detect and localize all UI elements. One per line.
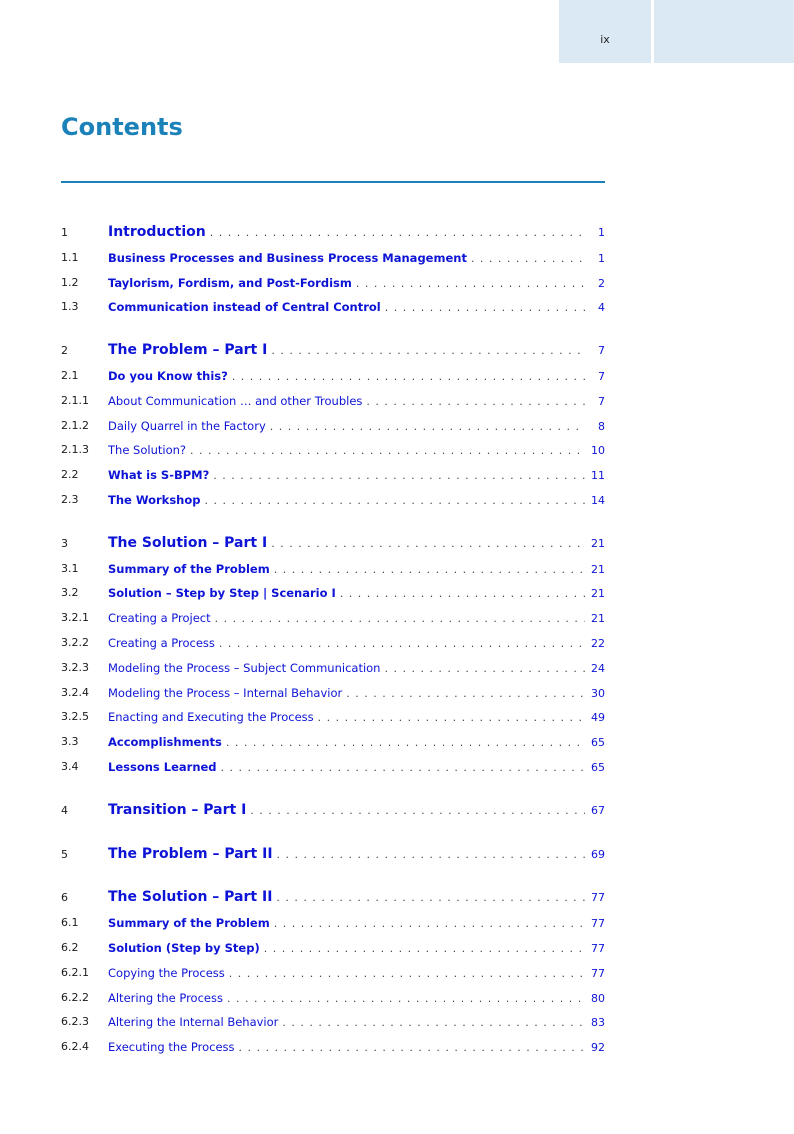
toc-entry-content <box>108 889 605 905</box>
toc-entry-number: 6.2.2 <box>61 990 89 1004</box>
toc-entry-number: 1.1 <box>61 250 79 264</box>
toc-entry-content <box>108 760 605 774</box>
toc-leader-dots <box>250 804 585 817</box>
toc-entry-number: 2.1.1 <box>61 393 89 407</box>
toc-entry[interactable] <box>61 985 605 1005</box>
toc-entry-title[interactable]: Altering the Process <box>108 990 223 1005</box>
toc-entry-title[interactable]: Business Processes and Business Process Management <box>108 250 467 265</box>
toc-entry[interactable] <box>61 388 605 408</box>
toc-entry-title[interactable]: About Communication … and other Troubles <box>108 393 363 408</box>
toc-leader-dots <box>340 587 585 600</box>
toc-leader-dots <box>215 612 585 625</box>
toc-entry[interactable] <box>61 655 605 675</box>
toc-leader-dots <box>277 848 585 861</box>
toc-entry-number: 2.1.2 <box>61 418 89 432</box>
toc-entry-page[interactable]: 80 <box>591 991 605 1005</box>
toc-entry[interactable] <box>61 1034 605 1054</box>
toc-leader-dots <box>239 1041 585 1054</box>
toc-entry[interactable] <box>61 842 605 862</box>
toc-entry-title[interactable]: Communication instead of Central Control <box>108 300 381 315</box>
toc-entry[interactable] <box>61 363 605 383</box>
toc-entry-page[interactable]: 21 <box>591 612 605 626</box>
toc-entry-page[interactable]: 92 <box>591 1041 605 1055</box>
toc-entry[interactable] <box>61 580 605 600</box>
toc-entry-content <box>108 224 605 240</box>
toc-leader-dots <box>346 687 585 700</box>
toc-entry-number: 6.2.1 <box>61 965 89 979</box>
toc-leader-dots <box>385 301 585 314</box>
toc-entry-content <box>108 443 605 457</box>
toc-entry-number: 6 <box>61 891 68 905</box>
toc-leader-dots <box>270 420 585 433</box>
toc-entry-content <box>108 342 605 358</box>
title-rule <box>61 181 605 183</box>
toc-entry-number: 3 <box>61 536 68 550</box>
toc-entry-title[interactable]: Copying the Process <box>108 965 225 980</box>
toc-entry-title[interactable]: Introduction <box>108 224 206 240</box>
toc-entry-title[interactable]: Creating a Process <box>108 636 215 650</box>
toc-entry[interactable] <box>61 960 605 980</box>
toc-entry-page[interactable]: 11 <box>591 469 605 483</box>
toc-leader-dots <box>210 226 585 239</box>
toc-entry[interactable] <box>61 413 605 433</box>
toc-entry-content <box>108 916 605 930</box>
toc-entry-page[interactable]: 77 <box>591 917 605 931</box>
toc-entry-content <box>108 941 605 955</box>
toc-entry-page[interactable]: 2 <box>598 276 605 290</box>
toc-entry-number: 2 <box>61 344 68 358</box>
toc-entry-number: 3.3 <box>61 735 79 749</box>
toc-entry-page[interactable]: 69 <box>591 847 605 861</box>
toc-entry-title[interactable]: Executing the Process <box>108 1040 235 1055</box>
toc-entry-page[interactable]: 1 <box>598 251 605 265</box>
toc-entry-number: 2.1 <box>61 369 79 382</box>
toc-entry-content <box>108 966 605 980</box>
toc-leader-dots <box>384 662 585 675</box>
toc-entry-number: 3.4 <box>61 760 79 773</box>
toc-entry-content <box>108 686 605 700</box>
toc-entry-page[interactable]: 7 <box>598 370 605 383</box>
toc-entry-content <box>108 300 605 314</box>
toc-entry-number: 3.2.4 <box>61 685 89 699</box>
toc-entry-content <box>108 535 605 551</box>
toc-entry-content <box>108 735 605 749</box>
toc-leader-dots <box>190 444 585 457</box>
toc-leader-dots <box>232 370 585 383</box>
toc-entry-number: 6.2 <box>61 941 79 954</box>
toc-entry-page[interactable]: 65 <box>591 761 605 774</box>
toc-entry-page[interactable]: 1 <box>598 226 605 239</box>
toc-entry-number: 5 <box>61 847 68 861</box>
toc-leader-dots <box>271 537 585 550</box>
toc-entry[interactable] <box>61 935 605 955</box>
toc-entry-title[interactable]: Modeling the Process – Internal Behavior <box>108 685 343 700</box>
toc-entry-title[interactable]: Daily Quarrel in the Factory <box>108 418 266 433</box>
toc-leader-dots <box>264 942 585 955</box>
toc-entry-content <box>108 710 605 724</box>
toc-entry[interactable] <box>61 531 605 551</box>
toc-entry-page[interactable]: 21 <box>591 536 605 550</box>
toc-leader-dots <box>274 563 585 576</box>
toc-entry[interactable] <box>61 910 605 930</box>
toc-entry-number: 1.2 <box>61 275 79 289</box>
page-title: Contents <box>61 113 183 141</box>
toc-entry-content <box>108 586 605 600</box>
toc-entry-title[interactable]: The Workshop <box>108 493 201 507</box>
toc-entry-content <box>108 468 605 482</box>
toc-entry-title[interactable]: Modeling the Process – Subject Communication <box>108 660 381 675</box>
toc-entry-content <box>108 251 605 265</box>
toc-entry-page[interactable]: 8 <box>598 419 605 433</box>
toc-entry[interactable] <box>61 1009 605 1029</box>
toc-entry[interactable] <box>61 220 605 240</box>
toc-entry-page[interactable]: 83 <box>591 1016 605 1030</box>
toc-entry-number: 1.3 <box>61 300 79 314</box>
toc-entry-content <box>108 611 605 625</box>
toc-entry-page[interactable]: 7 <box>598 344 605 358</box>
toc-entry-number: 3.2.1 <box>61 611 89 625</box>
toc-entry[interactable] <box>61 605 605 625</box>
toc-entry[interactable] <box>61 680 605 700</box>
toc-entry-title[interactable]: The Solution – Part II <box>108 889 273 906</box>
toc-entry-page[interactable]: 49 <box>591 711 605 725</box>
toc-entry-number: 3.2.3 <box>61 660 89 674</box>
toc-entry-title[interactable]: Taylorism, Fordism, and Post-Fordism <box>108 275 352 290</box>
toc-entry-page[interactable]: 65 <box>591 736 605 750</box>
toc-entry-content <box>108 636 605 650</box>
toc-entry-content <box>108 276 605 290</box>
toc-entry-content <box>108 1040 605 1054</box>
toc-leader-dots <box>219 637 585 650</box>
toc-entry-number: 3.1 <box>61 561 79 575</box>
toc-entry-content <box>108 369 605 383</box>
toc-entry-page[interactable]: 67 <box>591 803 605 817</box>
toc-entry[interactable] <box>61 294 605 314</box>
toc-leader-dots <box>471 252 585 265</box>
toc-entry-title[interactable]: Enacting and Executing the Process <box>108 710 314 725</box>
toc-entry[interactable] <box>61 462 605 482</box>
toc-leader-dots <box>226 736 585 749</box>
toc-entry-title[interactable]: The Solution? <box>108 443 186 458</box>
toc-leader-dots <box>227 992 585 1005</box>
toc-entry[interactable] <box>61 704 605 724</box>
toc-entry-number: 3.2.2 <box>61 636 89 649</box>
toc-entry-content <box>108 562 605 576</box>
toc-entry[interactable] <box>61 437 605 457</box>
toc-entry-title[interactable]: Accomplishments <box>108 735 222 750</box>
toc-entry[interactable] <box>61 885 605 905</box>
toc-entry-title[interactable]: Summary of the Problem <box>108 916 270 931</box>
toc-entry-content <box>108 846 605 862</box>
toc-entry[interactable] <box>61 798 605 818</box>
toc-entry-page[interactable]: 77 <box>591 942 605 955</box>
toc-entry-page[interactable]: 30 <box>591 686 605 700</box>
toc-leader-dots <box>229 967 585 980</box>
toc-entry-title[interactable]: What is S-BPM? <box>108 468 210 483</box>
toc-entry-number: 2.2 <box>61 468 79 482</box>
toc-entry-number: 3.2.5 <box>61 710 89 724</box>
toc-leader-dots <box>318 711 585 724</box>
toc-entry-page[interactable]: 77 <box>591 891 605 905</box>
toc-entry[interactable] <box>61 754 605 774</box>
toc-entry-title[interactable]: The Solution – Part I <box>108 534 268 551</box>
toc-leader-dots <box>276 891 585 904</box>
toc-entry-title[interactable]: Lessons Learned <box>108 760 217 774</box>
toc-entry-content <box>108 419 605 433</box>
toc-leader-dots <box>366 395 585 408</box>
toc-entry-page[interactable]: 22 <box>591 637 605 650</box>
toc-entry[interactable] <box>61 270 605 290</box>
page-number: ix <box>600 33 610 46</box>
toc-entry-title[interactable]: Altering the Internal Behavior <box>108 1015 279 1030</box>
toc-leader-dots <box>205 494 586 507</box>
toc-entry-content <box>108 394 605 408</box>
toc-entry-number: 3.2 <box>61 586 79 600</box>
toc-entry[interactable] <box>61 729 605 749</box>
toc-entry-number: 6.1 <box>61 916 79 930</box>
toc-entry-number: 4 <box>61 803 68 817</box>
toc-entry-number: 2.1.3 <box>61 443 89 457</box>
toc-leader-dots <box>221 761 585 774</box>
toc-entry-page[interactable]: 4 <box>598 301 605 315</box>
toc-entry-title[interactable]: The Problem – Part I <box>108 342 268 359</box>
toc-entry-page[interactable]: 14 <box>591 494 605 507</box>
toc-entry-page[interactable]: 21 <box>591 562 605 576</box>
toc-entry-title[interactable]: The Problem – Part II <box>108 845 273 862</box>
toc-entry[interactable] <box>61 630 605 650</box>
toc-entry-number: 6.2.3 <box>61 1015 89 1029</box>
toc-entry-content <box>108 991 605 1005</box>
toc-entry-title[interactable]: Solution (Step by Step) <box>108 941 260 955</box>
toc-entry-page[interactable]: 10 <box>591 444 605 458</box>
toc-leader-dots <box>274 917 585 930</box>
toc-entry-content <box>108 661 605 675</box>
toc-leader-dots <box>213 469 585 482</box>
toc-entry-number: 6.2.4 <box>61 1040 89 1054</box>
toc-entry-title[interactable]: Transition – Part I <box>108 801 247 818</box>
header-tab <box>559 0 651 63</box>
toc-entry-page[interactable]: 7 <box>598 394 605 408</box>
toc-leader-dots <box>271 344 585 357</box>
toc-entry-title[interactable]: Solution – Step by Step | Scenario I <box>108 586 336 601</box>
toc-entry[interactable] <box>61 487 605 507</box>
toc-entry-page[interactable]: 77 <box>591 966 605 980</box>
toc-entry[interactable] <box>61 556 605 576</box>
toc-entry-content <box>108 493 605 507</box>
toc-entry-page[interactable]: 24 <box>591 661 605 675</box>
toc-entry-number: 1 <box>61 226 68 239</box>
toc-entry-page[interactable]: 21 <box>591 587 605 601</box>
toc-leader-dots <box>282 1016 585 1029</box>
toc-entry[interactable] <box>61 245 605 265</box>
toc-leader-dots <box>356 277 585 290</box>
toc-entry-title[interactable]: Do you Know this? <box>108 369 228 383</box>
toc-entry-content <box>108 1015 605 1029</box>
toc-entry-title[interactable]: Summary of the Problem <box>108 561 270 576</box>
toc-entry-title[interactable]: Creating a Project <box>108 611 211 626</box>
toc-entry[interactable] <box>61 338 605 358</box>
toc-entry-number: 2.3 <box>61 493 79 506</box>
toc-entry-content <box>108 802 605 818</box>
header-tab-right <box>654 0 794 63</box>
